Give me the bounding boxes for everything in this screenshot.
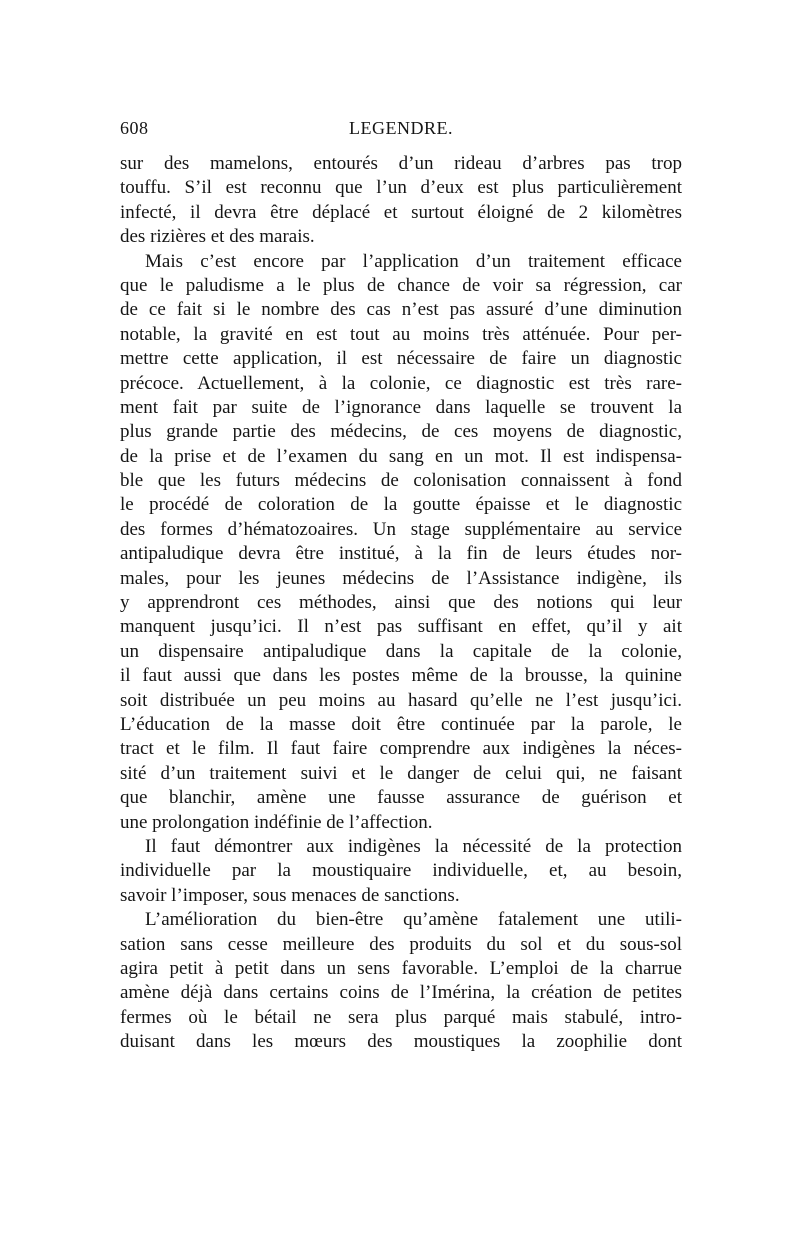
text-line: y apprendront ces méthodes, ainsi que des notions qui leur xyxy=(120,592,682,614)
text-line: sur des mamelons, entourés d’un rideau d’arbres pas trop xyxy=(120,153,682,174)
text-line: L’amélioration du bien-être qu’amène fatalement une utili- xyxy=(145,909,682,931)
text-line: ble que les futurs médecins de colonisation connaissent à fond xyxy=(120,470,682,492)
text-line: mettre cette application, il est nécessaire de faire un diagnostic xyxy=(120,348,682,370)
text-line: le procédé de coloration de la goutte épaisse et le diagnostic xyxy=(120,494,682,516)
text-line: que blanchir, amène une fausse assurance de guérison et xyxy=(120,787,682,809)
text-line: Mais c’est encore par l’application d’un traitement efficace xyxy=(145,250,682,272)
text-line: des formes d’hématozoaires. Un stage supplémentaire au service xyxy=(120,518,682,540)
text-line: infecté, il devra être déplacé et surtout éloigné de 2 kilomètres xyxy=(120,201,682,223)
text-line: individuelle par la moustiquaire individuelle, et, au besoin, xyxy=(120,860,682,882)
text-line: de la prise et de l’examen du sang en un mot. Il est indispensa- xyxy=(120,445,682,467)
running-head xyxy=(120,118,682,148)
text-line: notable, la gravité en est tout au moins très atténuée. Pour per- xyxy=(120,323,682,345)
text-line: précoce. Actuellement, à la colonie, ce diagnostic est très rare- xyxy=(120,372,682,394)
text-line: sité d’un traitement suivi et le danger de celui qui, ne faisant xyxy=(120,762,682,784)
text-line: amène déjà dans certains coins de l’Imérina, la création de petites xyxy=(120,982,682,1004)
text-line: tract et le film. Il faut faire comprendre aux indigènes la néces- xyxy=(120,738,682,760)
text-line: soit distribuée un peu moins au hasard qu’elle ne l’est jusqu’ici. xyxy=(120,689,682,711)
text-line: des rizières et des marais. xyxy=(120,226,315,248)
text-line: manquent jusqu’ici. Il n’est pas suffisant en effet, qu’il y ait xyxy=(120,616,682,638)
page-number: 608 xyxy=(120,118,149,138)
text-line: ment fait par suite de l’ignorance dans laquelle se trouvent la xyxy=(120,396,682,418)
text-line: que le paludisme a le plus de chance de voir sa régression, car xyxy=(120,274,682,296)
text-line: touffu. S’il est reconnu que l’un d’eux est plus particulièrement xyxy=(120,177,682,199)
text-line: une prolongation indéfinie de l’affection. xyxy=(120,811,433,833)
running-title: LEGENDRE. xyxy=(349,118,453,138)
book-page xyxy=(120,118,682,1054)
text-line: males, pour les jeunes médecins de l’Assistance indigène, ils xyxy=(120,567,682,589)
text-line: un dispensaire antipaludique dans la capitale de la colonie, xyxy=(120,640,682,662)
text-line: sation sans cesse meilleure des produits du sol et du sous-sol xyxy=(120,933,682,955)
text-line: agira petit à petit dans un sens favorable. L’emploi de la charrue xyxy=(120,957,682,979)
text-line: fermes où le bétail ne sera plus parqué mais stabulé, intro- xyxy=(120,1006,682,1028)
text-line: L’éducation de la masse doit être continuée par la parole, le xyxy=(120,713,682,735)
text-line: de ce fait si le nombre des cas n’est pas assuré d’une diminution xyxy=(120,299,682,321)
text-line: antipaludique devra être institué, à la fin de leurs études nor- xyxy=(120,543,682,565)
body-text xyxy=(120,152,682,1054)
text-line: duisant dans les mœurs des moustiques la zoophilie dont xyxy=(120,1031,682,1053)
text-line: savoir l’imposer, sous menaces de sanctions. xyxy=(120,884,460,906)
text-line: plus grande partie des médecins, de ces moyens de diagnostic, xyxy=(120,421,682,443)
text-line: Il faut démontrer aux indigènes la nécessité de la protection xyxy=(145,835,682,857)
text-line: il faut aussi que dans les postes même de la brousse, la quinine xyxy=(120,665,682,687)
